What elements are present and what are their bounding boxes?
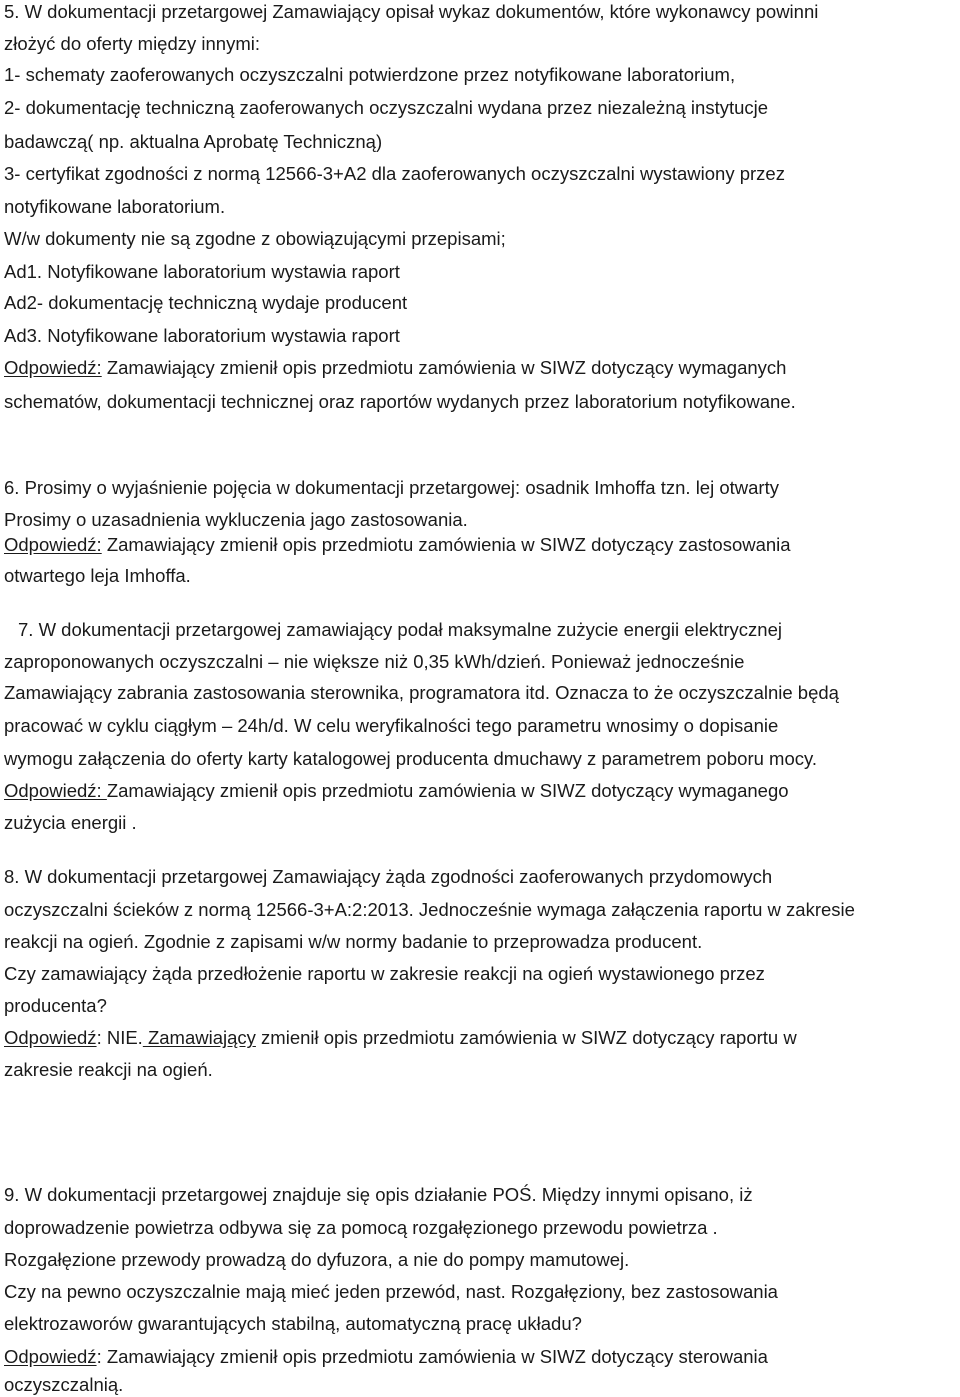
text-line: W/w dokumenty nie są zgodne z obowiązującymi przepisami; [4,228,506,249]
text-line: 7. W dokumentacji przetargowej zamawiający podał maksymalne zużycie energii elektrycznej [18,619,782,640]
text-line: Zamawiający zabrania zastosowania sterownika, programatora itd. Oznacza to że oczyszczalnie będą [4,682,839,703]
answer-label: Odpowiedź [4,1346,97,1367]
text-line: Czy na pewno oczyszczalnie mają mieć jeden przewód, nast. Rozgałęziony, bez zastosowania [4,1281,778,1302]
text-line: 8. W dokumentacji przetargowej Zamawiający żąda zgodności zaoferowanych przydomowych [4,866,773,887]
text-line: wymogu załączenia do oferty karty katalogowej producenta dmuchawy z parametrem poboru mocy. [4,748,818,769]
answer-label: Odpowiedź: [4,780,107,801]
text-line: złożyć do oferty między innymi: [4,33,261,54]
text-line: notyfikowane laboratorium. [4,196,226,217]
answer-text: Zamawiający zmienił opis przedmiotu zamówienia w SIWZ dotyczący wymaganego [106,780,789,801]
answer-text: : Zamawiający zmienił opis przedmiotu zamówienia w SIWZ dotyczący sterowania [96,1346,768,1367]
answer-line [4,356,786,380]
text-line: Czy zamawiający żąda przedłożenie raportu w zakresie reakcji na ogień wystawionego przez [4,963,765,984]
answer-label: Odpowiedź: [4,534,102,555]
text-line: 6. Prosimy o wyjaśnienie pojęcia w dokumentacji przetargowej: osadnik Imhoffa tzn. lej otwarty [4,477,779,498]
text-line: Ad2- dokumentację techniczną wydaje producent [4,292,408,313]
answer-text: Zamawiający zmienił opis przedmiotu zamówienia w SIWZ dotyczący wymaganych [101,357,787,378]
text-line: doprowadzenie powietrza odbywa się za pomocą rozgałęzionego przewodu powietrza . [4,1217,718,1238]
text-line: producenta? [4,995,107,1016]
text-line: zakresie reakcji na ogień. [4,1059,213,1080]
text-line: 3- certyfikat zgodności z normą 12566-3+A2 dla zaoferowanych oczyszczalni wystawiony przez [4,163,785,184]
text-line: 9. W dokumentacji przetargowej znajduje się opis działanie POŚ. Między innymi opisano, iż [4,1184,753,1205]
text-line: oczyszczalni ścieków z normą 12566-3+A:2:2013. Jednocześnie wymaga załączenia raportu w zakresie [4,899,855,920]
answer-text-underlined: Zamawiający [142,1027,256,1048]
answer-label: Odpowiedź [4,1027,97,1048]
answer-label: Odpowiedź: [4,357,102,378]
text-line: 1- schematy zaoferowanych oczyszczalni potwierdzone przez notyfikowane laboratorium, [4,64,736,85]
text-line: pracować w cyklu ciągłym – 24h/d. W celu weryfikalności tego parametru wnosimy o dopisanie [4,715,779,736]
answer-line [4,533,791,557]
text-line: 2- dokumentację techniczną zaoferowanych oczyszczalni wydana przez niezależną instytucje [4,97,769,118]
answer-text: Zamawiający zmienił opis przedmiotu zamówienia w SIWZ dotyczący zastosowania [101,534,791,555]
answer-line [4,779,789,803]
text-line: Ad3. Notyfikowane laboratorium wystawia raport [4,325,400,346]
text-line: Ad1. Notyfikowane laboratorium wystawia raport [4,261,400,282]
text-line: oczyszczalnią. [4,1374,124,1395]
text-line: reakcji na ogień. Zgodnie z zapisami w/w normy badanie to przeprowadza producent. [4,931,703,952]
text-line: 5. W dokumentacji przetargowej Zamawiający opisał wykaz dokumentów, które wykonawcy powinni [4,1,819,22]
text-line: schematów, dokumentacji technicznej oraz raportów wydanych przez laboratorium notyfikowane. [4,391,796,412]
text-line: Rozgałęzione przewody prowadzą do dyfuzora, a nie do pompy mamutowej. [4,1249,630,1270]
answer-text: : NIE. [96,1027,143,1048]
answer-text: zmienił opis przedmiotu zamówienia w SIWZ dotyczący raportu w [255,1027,797,1048]
answer-line [4,1026,797,1050]
text-line: zużycia energii . [4,812,137,833]
text-line: Prosimy o uzasadnienia wykluczenia jago zastosowania. [4,509,468,530]
text-line: elektrozaworów gwarantujących stabilną, automatyczną pracę układu? [4,1313,582,1334]
text-line: zaproponowanych oczyszczalni – nie większe niż 0,35 kWh/dzień. Ponieważ jednocześnie [4,651,745,672]
text-line: otwartego leja Imhoffa. [4,565,191,586]
text-line: badawczą( np. aktualna Aprobatę Techniczną) [4,131,383,152]
answer-line [4,1345,768,1369]
